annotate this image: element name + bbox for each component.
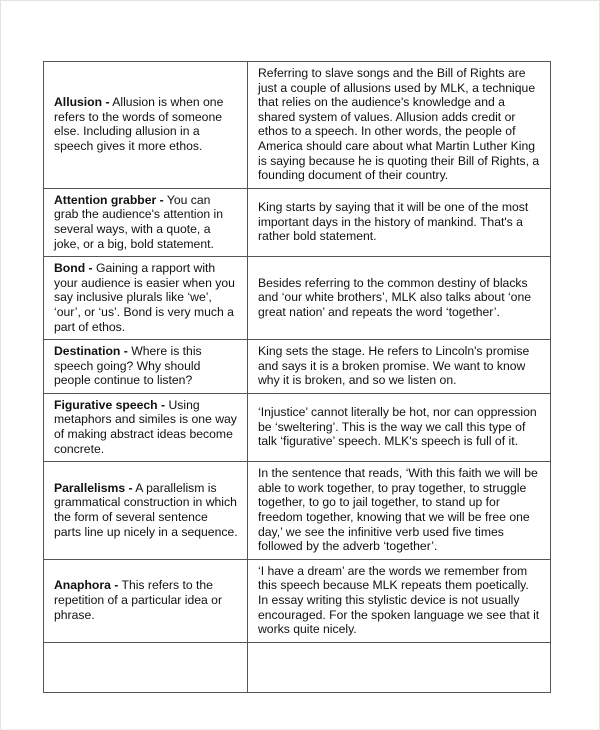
example-cell: In the sentence that reads, ‘With this faith we will be able to work together, to pray together, to struggle together, to go to jail together, to stand up for freedom together, knowing that we will be free one day,’ we see the infinitive verb used five times followed by the adverb ‘together’. [248, 462, 551, 560]
term-cell [44, 340, 248, 394]
term-name: Figurative speech - [54, 397, 166, 412]
table-row [44, 257, 551, 340]
table-row [44, 559, 551, 642]
term-name: Bond - [54, 261, 93, 276]
table-row-continued [44, 642, 551, 692]
table-row [44, 340, 551, 394]
rhetorical-devices-table [43, 61, 551, 693]
table-row [44, 62, 551, 189]
table-row [44, 188, 551, 256]
example-cell: Besides referring to the common destiny of blacks and ‘our white brothers’, MLK also talks about ‘one great nation’ and repeats the word ‘together’. [248, 257, 551, 340]
example-cell: King starts by saying that it will be one of the most important days in the history of mankind. That's a rather bold statement. [248, 188, 551, 256]
term-name: Destination - [54, 344, 128, 359]
term-cell [44, 62, 248, 189]
term-definition: Where is this speech going? Why should people continue to listen? [54, 344, 202, 388]
example-cell: King sets the stage. He refers to Lincoln's promise and says it is a broken promise. We want to know why it is broken, and so we listen on. [248, 340, 551, 394]
term-cell-empty [44, 642, 248, 692]
table-row [44, 393, 551, 461]
term-name: Attention grabber - [54, 192, 164, 207]
example-cell-empty [248, 642, 551, 692]
term-cell [44, 559, 248, 642]
term-cell [44, 393, 248, 461]
term-definition: You can grab the audience's attention in several ways, with a quote, a joke, or a big, bold statement. [54, 192, 224, 251]
term-definition: Allusion is when one refers to the words of someone else. Including allusion in a speech gives it more ethos. [54, 95, 224, 153]
term-name: Allusion - [54, 95, 110, 110]
term-name: Anaphora - [54, 578, 119, 593]
example-cell: ‘I have a dream’ are the words we remember from this speech because MLK repeats them poetically. In essay writing this stylistic device is not usually encouraged. For the spoken language we see that it works quite nicely. [248, 559, 551, 642]
term-cell [44, 188, 248, 256]
term-cell [44, 462, 248, 560]
table-row [44, 462, 551, 560]
term-definition: Gaining a rapport with your audience is easier when you say inclusive plurals like ‘we’, ‘our’, or ‘us’. Bond is very much a part of ethos. [54, 261, 235, 334]
term-name: Parallelisms - [54, 480, 133, 495]
term-definition: A parallelism is grammatical construction in which the form of several sentence parts line up nicely in a sequence. [54, 480, 238, 539]
example-cell: ‘Injustice’ cannot literally be hot, nor can oppression be ‘sweltering’. This is the way we call this type of talk ‘figurative’ speech. MLK's speech is full of it. [248, 393, 551, 461]
term-cell [44, 257, 248, 340]
term-definition: Using metaphors and similes is one way of making abstract ideas become concrete. [54, 397, 237, 456]
example-cell: Referring to slave songs and the Bill of Rights are just a couple of allusions used by MLK, a technique that relies on the audience's knowledge and a shared system of values. Allusion adds credit or ethos to a speech. In other words, the people of America should care about what Martin Luther King is saying because he is quoting their Bill of Rights, a founding document of their country. [248, 62, 551, 189]
term-definition: This refers to the repetition of a particular idea or phrase. [54, 578, 223, 622]
